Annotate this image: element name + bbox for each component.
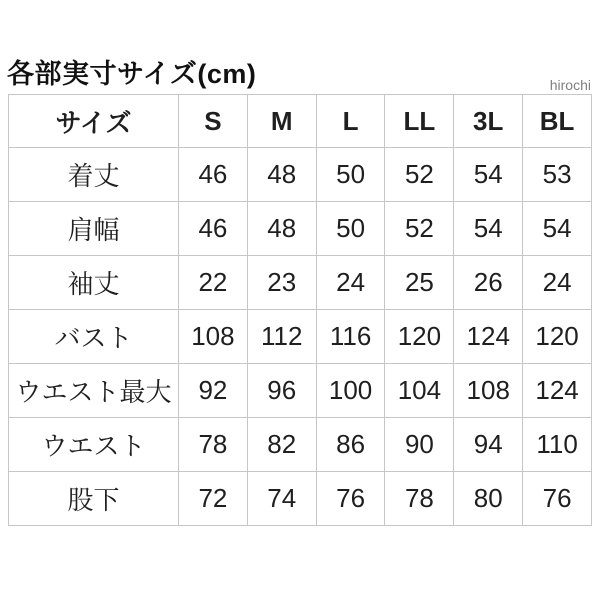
header-cell-ll: LL (385, 95, 454, 148)
header-row (9, 95, 592, 148)
value-cell: 52 (385, 202, 454, 256)
value-cell: 120 (523, 310, 592, 364)
value-cell: 92 (179, 364, 248, 418)
value-cell: 96 (247, 364, 316, 418)
value-cell: 24 (316, 256, 385, 310)
value-cell: 24 (523, 256, 592, 310)
value-cell: 80 (454, 472, 523, 526)
header-cell-3l: 3L (454, 95, 523, 148)
value-cell: 54 (454, 202, 523, 256)
value-cell: 94 (454, 418, 523, 472)
row-label: ウエスト最大 (9, 364, 179, 418)
value-cell: 52 (385, 148, 454, 202)
value-cell: 22 (179, 256, 248, 310)
value-cell: 78 (179, 418, 248, 472)
table-row (9, 256, 592, 310)
value-cell: 54 (454, 148, 523, 202)
size-table (8, 94, 592, 526)
value-cell: 26 (454, 256, 523, 310)
value-cell: 100 (316, 364, 385, 418)
row-label: バスト (9, 310, 179, 364)
table-row (9, 418, 592, 472)
value-cell: 120 (385, 310, 454, 364)
value-cell: 53 (523, 148, 592, 202)
header-cell-m: M (247, 95, 316, 148)
watermark-hirochi: hirochi (549, 77, 591, 93)
table-row (9, 310, 592, 364)
row-label: 肩幅 (9, 202, 179, 256)
value-cell: 86 (316, 418, 385, 472)
header-cell-size: サイズ (9, 95, 179, 148)
value-cell: 110 (523, 418, 592, 472)
value-cell: 46 (179, 148, 248, 202)
value-cell: 48 (247, 202, 316, 256)
value-cell: 108 (454, 364, 523, 418)
table-row (9, 472, 592, 526)
row-label: 股下 (9, 472, 179, 526)
value-cell: 50 (316, 148, 385, 202)
value-cell: 124 (454, 310, 523, 364)
value-cell: 76 (523, 472, 592, 526)
header-cell-bl: BL (523, 95, 592, 148)
value-cell: 112 (247, 310, 316, 364)
value-cell: 46 (179, 202, 248, 256)
row-label: 着丈 (9, 148, 179, 202)
value-cell: 48 (247, 148, 316, 202)
table-row (9, 148, 592, 202)
value-cell: 82 (247, 418, 316, 472)
value-cell: 54 (523, 202, 592, 256)
page-title: 各部実寸サイズ(cm) (7, 59, 257, 89)
value-cell: 76 (316, 472, 385, 526)
value-cell: 124 (523, 364, 592, 418)
table-row (9, 364, 592, 418)
row-label: ウエスト (9, 418, 179, 472)
value-cell: 74 (247, 472, 316, 526)
value-cell: 25 (385, 256, 454, 310)
value-cell: 50 (316, 202, 385, 256)
header-cell-s: S (179, 95, 248, 148)
header-cell-l: L (316, 95, 385, 148)
value-cell: 72 (179, 472, 248, 526)
table-row (9, 202, 592, 256)
value-cell: 78 (385, 472, 454, 526)
value-cell: 116 (316, 310, 385, 364)
value-cell: 90 (385, 418, 454, 472)
value-cell: 108 (179, 310, 248, 364)
value-cell: 23 (247, 256, 316, 310)
row-label: 袖丈 (9, 256, 179, 310)
value-cell: 104 (385, 364, 454, 418)
